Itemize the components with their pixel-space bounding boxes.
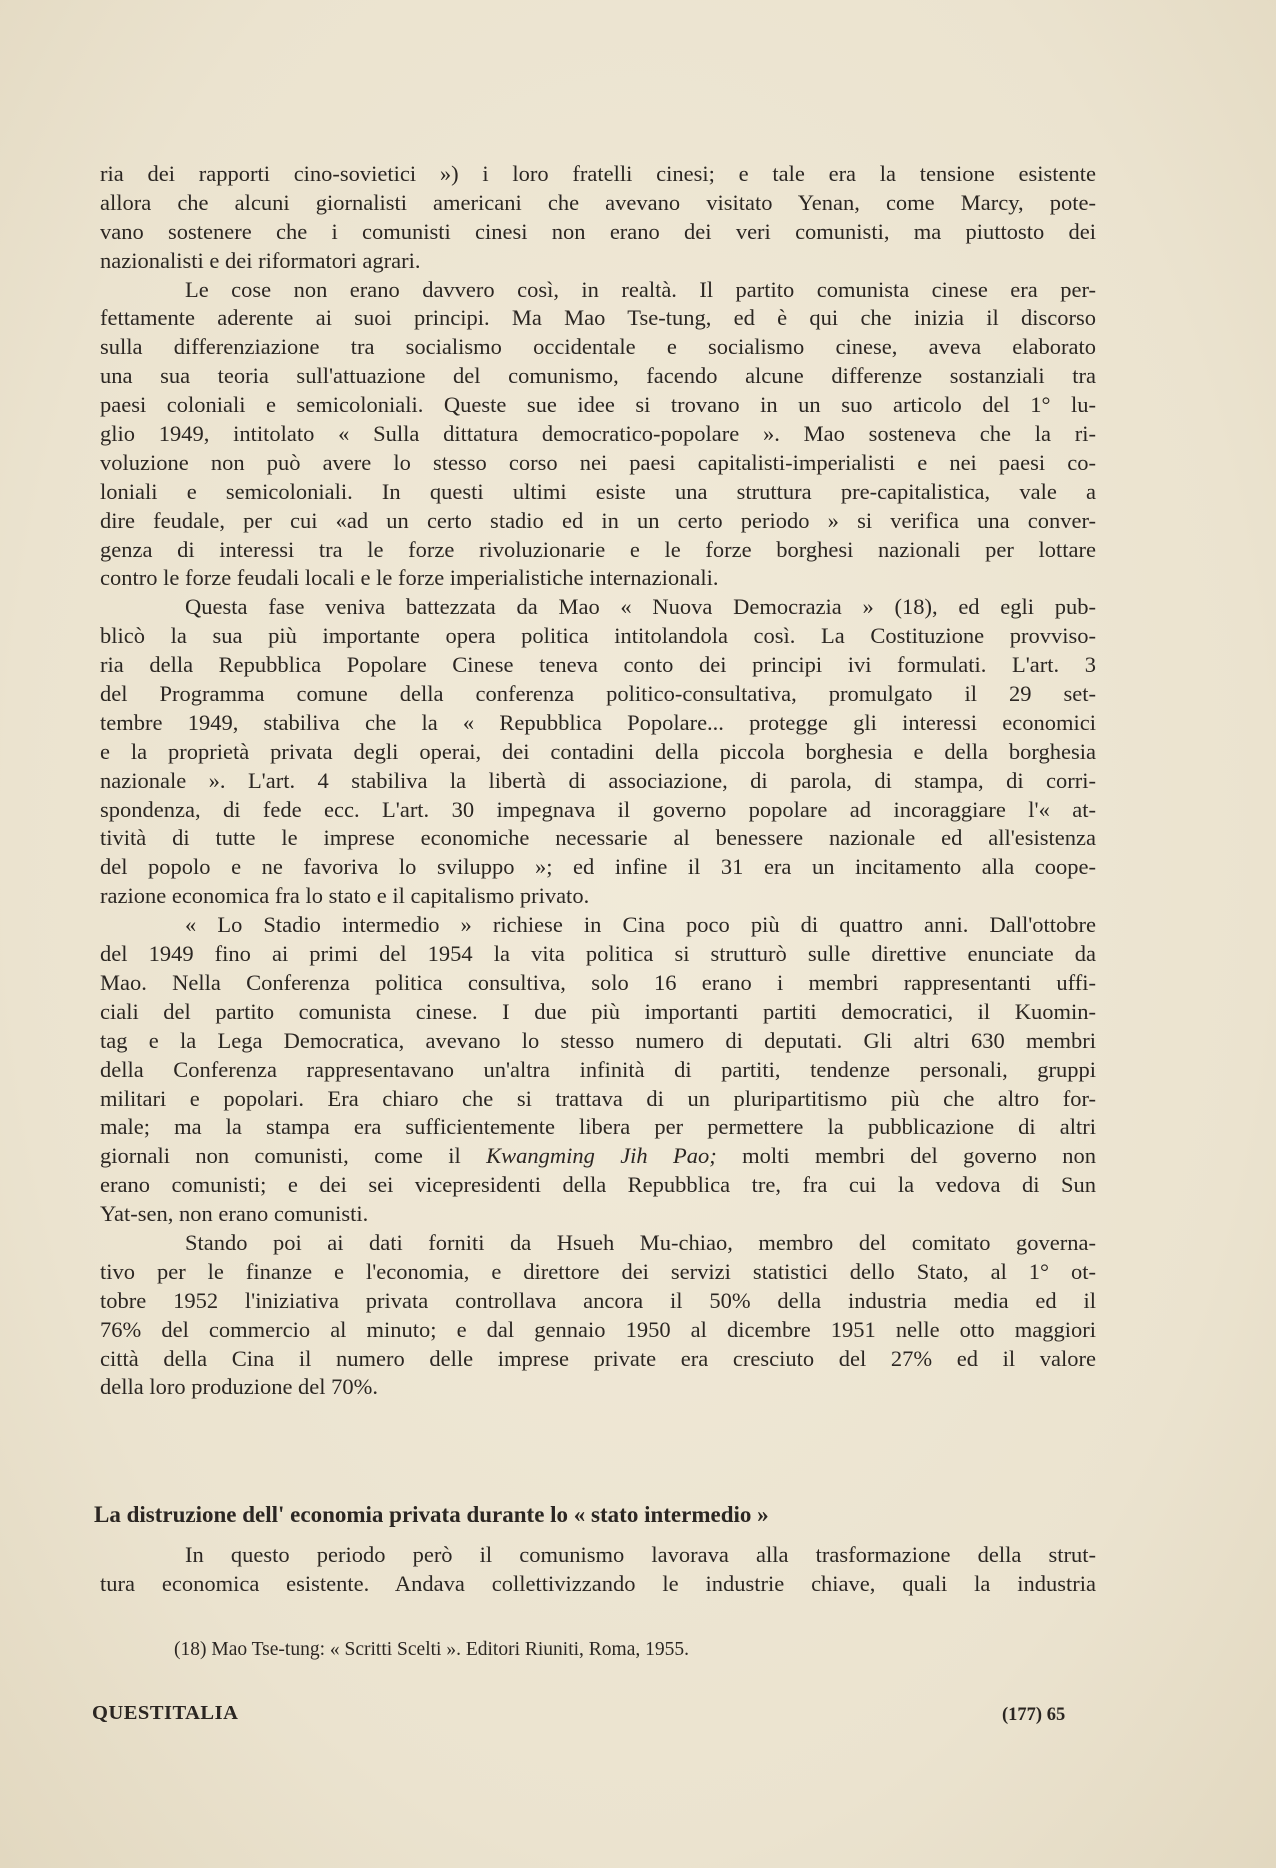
text-line: blicò la sua più importante opera politica intitolandola così. La Costituzione provviso- bbox=[100, 623, 1096, 649]
text-line: fettamente aderente ai suoi principi. Ma Mao Tse-tung, ed è qui che inizia il discorso bbox=[100, 305, 1096, 331]
text-line: ria della Repubblica Popolare Cinese teneva conto dei principi ivi formulati. L'art. 3 bbox=[100, 652, 1096, 678]
text-line: dire feudale, per cui «ad un certo stadio ed in un certo periodo » si verifica una conver- bbox=[100, 507, 1096, 533]
text-line: tività di tutte le imprese economiche necessarie al benessere nazionale ed all'esistenza bbox=[100, 825, 1096, 851]
text-line: e la proprietà privata degli operai, dei contadini della piccola borghesia e della borghesia bbox=[100, 738, 1096, 764]
paragraph-5 bbox=[100, 1229, 1096, 1402]
text-line: 76% del commercio al minuto; e dal gennaio 1950 al dicembre 1951 nelle otto maggiori bbox=[100, 1316, 1096, 1342]
text-line: tobre 1952 l'iniziativa privata controllava ancora il 50% della industria media ed il bbox=[100, 1287, 1096, 1313]
newspaper-title: Kwangming Jih Pao; bbox=[486, 1143, 717, 1169]
text-line: tembre 1949, stabiliva che la « Repubblica Popolare... protegge gli interessi economici bbox=[100, 709, 1096, 735]
text-line: glio 1949, intitolato « Sulla dittatura democratico-popolare ». Mao sosteneva che la ri- bbox=[100, 421, 1096, 447]
text-line: ria dei rapporti cino-sovietici ») i loro fratelli cinesi; e tale era la tensione esistente bbox=[100, 161, 1096, 186]
text-line: male; ma la stampa era sufficientemente libera per permettere la pubblicazione di altri bbox=[100, 1114, 1096, 1140]
text-fragment: giornali non comunisti, come il bbox=[100, 1143, 487, 1169]
footnote: (18) Mao Tse-tung: « Scritti Scelti ». Editori Riuniti, Roma, 1955. bbox=[174, 1639, 689, 1660]
text-line: Yat-sen, non erano comunisti. bbox=[100, 1201, 369, 1227]
text-line: una sua teoria sull'attuazione del comunismo, facendo alcune differenze sostanziali tra bbox=[100, 363, 1096, 389]
journal-name: QUESTITALIA bbox=[92, 1702, 239, 1724]
text-line: razione economica fra lo stato e il capitalismo privato. bbox=[100, 883, 590, 909]
page-number: (177) 65 bbox=[1002, 1705, 1066, 1725]
paragraph-3 bbox=[100, 593, 1096, 911]
text-line: nazionalisti e dei riformatori agrari. bbox=[100, 247, 421, 273]
text-line: del 1949 fino ai primi del 1954 la vita politica si strutturò sulle direttive enunciate da bbox=[100, 941, 1096, 967]
text-line: In questo periodo però il comunismo lavorava alla trasformazione della strut- bbox=[185, 1542, 1096, 1567]
text-line: Questa fase veniva battezzata da Mao « Nuova Democrazia » (18), ed egli pub- bbox=[185, 594, 1096, 620]
text-line: della loro produzione del 70%. bbox=[100, 1374, 379, 1400]
text-line: città della Cina il numero delle imprese private era cresciuto del 27% ed il valore bbox=[100, 1345, 1096, 1371]
paragraph-4 bbox=[100, 911, 1096, 1229]
text-line: del Programma comune della conferenza politico-consultativa, promulgato il 29 set- bbox=[100, 681, 1096, 707]
text-line: voluzione non può avere lo stesso corso nei paesi capitalisti-imperialisti e nei paesi co- bbox=[100, 449, 1096, 475]
text-line: Stando poi ai dati forniti da Hsueh Mu-chiao, membro del comitato governa- bbox=[185, 1229, 1096, 1255]
text-line: della Conferenza rappresentavano un'altra infinità di partiti, tendenze personali, gruppi bbox=[100, 1056, 1096, 1082]
text-line: contro le forze feudali locali e le forze imperialistiche internazionali. bbox=[100, 565, 719, 591]
text-line: del popolo e ne favoriva lo sviluppo »; ed infine il 31 era un incitamento alla coope- bbox=[100, 854, 1096, 880]
section-heading: La distruzione dell' economia privata durante lo « stato intermedio » bbox=[94, 1502, 769, 1527]
text-line: ciali del partito comunista cinese. I due più importanti partiti democratici, il Kuomin- bbox=[100, 998, 1096, 1024]
text-line: paesi coloniali e semicoloniali. Queste sue idee si trovano in un suo articolo del 1° lu- bbox=[100, 392, 1096, 418]
text-line: nazionale ». L'art. 4 stabiliva la libertà di associazione, di parola, di stampa, di corri- bbox=[100, 767, 1096, 793]
text-line: loniali e semicoloniali. In questi ultimi esiste una struttura pre-capitalistica, vale a bbox=[100, 478, 1096, 504]
text-line: vano sostenere che i comunisti cinesi non erano dei veri comunisti, ma piuttosto dei bbox=[100, 218, 1096, 244]
text-line: tag e la Lega Democratica, avevano lo stesso numero di deputati. Gli altri 630 membri bbox=[100, 1027, 1096, 1053]
paragraph-1 bbox=[100, 160, 1096, 276]
text-fragment: molti membri del governo non bbox=[716, 1143, 1096, 1169]
text-line: tura economica esistente. Andava collettivizzando le industrie chiave, quali la industria bbox=[100, 1570, 1096, 1596]
text-line: genza di interessi tra le forze rivoluzionarie e le forze borghesi nazionali per lottare bbox=[100, 536, 1096, 562]
text-line: erano comunisti; e dei sei vicepresidenti della Repubblica tre, fra cui la vedova di Sun bbox=[100, 1172, 1096, 1198]
text-line: Mao. Nella Conferenza politica consultiva, solo 16 erano i membri rappresentanti uffi- bbox=[100, 969, 1096, 995]
paragraph-2 bbox=[100, 276, 1096, 594]
text-line: tivo per le finanze e l'economia, e direttore dei servizi statistici dello Stato, al 1° ot- bbox=[100, 1258, 1096, 1284]
text-line: militari e popolari. Era chiaro che si trattava di un pluripartitismo più che altro for- bbox=[100, 1085, 1096, 1111]
text-line: spondenza, di fede ecc. L'art. 30 impegnava il governo popolare ad incoraggiare l'« at- bbox=[100, 796, 1096, 822]
text-line: « Lo Stadio intermedio » richiese in Cina poco più di quattro anni. Dall'ottobre bbox=[185, 912, 1096, 938]
text-line: sulla differenziazione tra socialismo occidentale e socialismo cinese, aveva elaborato bbox=[100, 334, 1096, 360]
section-paragraph bbox=[100, 1541, 1096, 1599]
text-line: Le cose non erano davvero così, in realtà. Il partito comunista cinese era per- bbox=[185, 276, 1096, 302]
body-text bbox=[100, 160, 1096, 1402]
text-line: allora che alcuni giornalisti americani che avevano visitato Yenan, come Marcy, pote- bbox=[100, 189, 1096, 215]
text-line-with-title bbox=[100, 1142, 1096, 1171]
